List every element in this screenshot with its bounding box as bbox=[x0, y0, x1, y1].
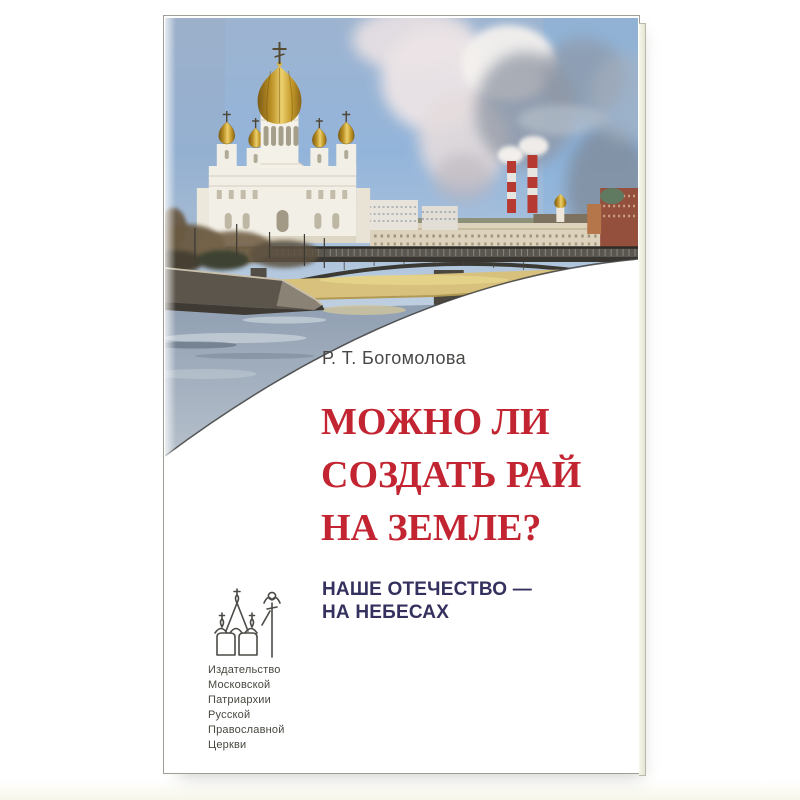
publisher-line: Патриархии bbox=[208, 694, 271, 706]
title-line: НА ЗЕМЛЕ? bbox=[321, 507, 542, 549]
publisher-line: Православной bbox=[208, 724, 285, 736]
title-line: МОЖНО ЛИ bbox=[321, 401, 550, 443]
publisher-line: Церкви bbox=[208, 739, 247, 751]
spine-highlight bbox=[165, 18, 176, 461]
book-subtitle bbox=[322, 578, 532, 624]
book-title bbox=[321, 396, 581, 555]
title-line: СОЗДАТЬ РАЙ bbox=[321, 454, 582, 496]
author-name: Р. Т. Богомолова bbox=[322, 348, 467, 368]
publisher-line: Московской bbox=[208, 679, 271, 691]
publisher-line: Русской bbox=[208, 709, 251, 721]
church-with-patriarchal-staff-icon bbox=[209, 587, 287, 661]
book-cover bbox=[163, 15, 640, 774]
publisher-name bbox=[208, 663, 285, 753]
cover-photo bbox=[165, 18, 638, 461]
subtitle-line: НА НЕБЕСАХ bbox=[322, 602, 450, 623]
publisher-line: Издательство bbox=[208, 664, 281, 676]
photo-backdrop-tint bbox=[0, 780, 800, 800]
subtitle-line: НАШЕ ОТЕЧЕСТВО — bbox=[322, 579, 532, 600]
